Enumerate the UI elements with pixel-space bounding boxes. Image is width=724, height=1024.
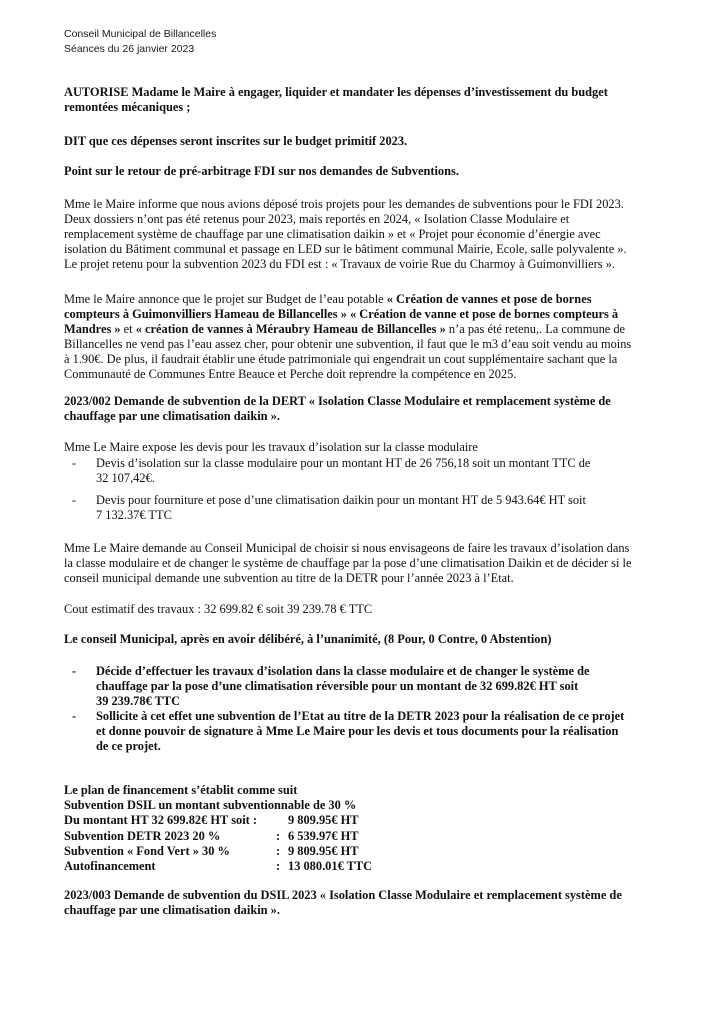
water-line-2: compteurs à Guimonvilliers Hameau de Billancelles » « Création de vanne et pose de bornes compteurs à xyxy=(64,307,619,321)
sec-002-paragraph xyxy=(64,541,664,586)
water-project-1: « Création de vannes et pose de bornes xyxy=(386,292,592,306)
fdi-line-1: Mme le Maire informe que nous avions déposé trois projets pour les demandes de subventions pour le FDI 2023. xyxy=(64,197,624,211)
fdi-line-4: isolation du Bâtiment communal et passage en LED sur le bâtiment communal Mairie, Ecole, salle polyvalente ». xyxy=(64,242,627,256)
devis-list xyxy=(64,456,664,523)
water-line-3 xyxy=(64,322,664,337)
fdi-line-5: Le projet retenu pour la subvention 2023 du FDI est : « Travaux de voirie Rue du Charmoy à Guimonvilliers ». xyxy=(64,257,615,271)
financement-amount: 6 539.97€ HT xyxy=(288,828,359,843)
devis-1-line-1: - Devis d’isolation sur la classe modulaire pour un montant HT de 26 756,18 soit un montant TTC de xyxy=(96,456,591,470)
water-line-3-text: n’a pas été retenu,. La commune de xyxy=(445,322,626,336)
header-council: Conseil Municipal de Billancelles xyxy=(64,28,217,40)
financement-sep xyxy=(276,813,288,828)
financement-sep: : xyxy=(276,828,281,843)
sec-002-para-line-1: Mme Le Maire demande au Conseil Municipal de choisir si nous envisageons de faire les travaux d’isolation dans xyxy=(64,541,630,555)
cout-estimatif-text: Cout estimatif des travaux : 32 699.82 € soit 39 239.78 € TTC xyxy=(64,602,373,616)
water-line-1-text: Mme le Maire annonce que le projet sur Budget de l’eau potable xyxy=(64,292,387,306)
list-item xyxy=(64,709,664,754)
fdi-paragraph xyxy=(64,197,664,272)
sec-002-title-line-1: 2023/002 Demande de subvention de la DERT « Isolation Classe Modulaire et remplacement système de xyxy=(64,394,611,408)
decisions-list xyxy=(64,664,664,754)
list-item xyxy=(64,493,664,523)
financement-sep: : xyxy=(276,843,281,858)
financement-label: Subvention « Fond Vert » 30 % xyxy=(64,843,230,858)
list-item xyxy=(64,456,664,486)
vote-result-text: Le conseil Municipal, après en avoir délibéré, à l’unanimité, (8 Pour, 0 Contre, 0 Abstention) xyxy=(64,632,552,646)
sec-002-para-line-2: la classe modulaire et de changer le système de chauffage par la pose d’une climatisation Daikin et de décider si le xyxy=(64,556,632,570)
decision-1-line-1: - Décide d’effectuer les travaux d’isolation dans la classe modulaire et de changer le système de xyxy=(96,664,590,678)
financement-row xyxy=(64,813,664,828)
water-project-2-end: Mandres » xyxy=(64,322,124,336)
water-line-5: à 1.90€. De plus, il faudrait établir une étude patrimoniale qui engendrait un cout supplémentaire sachant que la xyxy=(64,352,618,366)
decision-2-line-2: et donne pouvoir de signature à Mme Le Maire pour les devis et tous documents pour la réalisation xyxy=(96,724,619,738)
dit-paragraph xyxy=(64,134,664,149)
sec-002-title xyxy=(64,394,664,424)
devis-1-line-2: 32 107,42€. xyxy=(96,471,155,485)
cout-estimatif xyxy=(64,602,664,617)
water-line-1 xyxy=(64,292,664,307)
water-line-4: Billancelles ne vend pas l’eau assez cher, pour obtenir une subvention, il faut que le m3 d’eau soit vendu au moins xyxy=(64,337,632,351)
financement-amount: 13 080.01€ TTC xyxy=(288,859,373,874)
financement-row xyxy=(64,844,664,859)
financement-amount: 9 809.95€ HT xyxy=(288,843,359,858)
fdi-line-2: Deux dossiers n’ont pas été retenus pour 2023, mais reportés en 2024, « Isolation Classe Modulaire et xyxy=(64,212,570,226)
financement-label: Du montant HT 32 699.82€ HT soit : xyxy=(64,813,257,828)
sec-002-intro xyxy=(64,440,664,455)
water-line-3-and: et xyxy=(123,322,136,336)
autorise-paragraph xyxy=(64,85,664,115)
decision-1-line-3: 39 239.78€ TTC xyxy=(96,694,181,708)
dit-line: DIT que ces dépenses seront inscrites sur le budget primitif 2023. xyxy=(64,134,408,148)
fdi-line-3: remplacement système de chauffage par une climatisation daikin » et « Projet pour économie d’énergie avec xyxy=(64,227,601,241)
financement-sep: : xyxy=(276,859,281,874)
financement-line-2: Subvention DSIL un montant subventionnable de 30 % xyxy=(64,798,357,813)
financement-label: Subvention DETR 2023 20 % xyxy=(64,828,221,843)
financement-row xyxy=(64,829,664,844)
devis-2-line-2: 7 132.37€ TTC xyxy=(96,508,172,522)
sec-002-para-line-3: conseil municipal demande une subvention au titre de la DETR pour l’année 2023 à l’Etat. xyxy=(64,571,514,585)
list-item xyxy=(64,664,664,709)
decision-2-line-1: - Sollicite à cet effet une subvention de l’Etat au titre de la DETR 2023 pour la réalisation de ce projet xyxy=(96,709,625,723)
financement-amount: 9 809.95€ HT xyxy=(288,813,359,828)
financement-row xyxy=(64,859,664,874)
water-line-6: Communauté de Communes Entre Beauce et Perche doit reprendre la compétence en 2025. xyxy=(64,367,517,381)
sec-003-title-line-2: chauffage par une climatisation daikin ». xyxy=(64,903,280,917)
sec-003-title-line-1: 2023/003 Demande de subvention du DSIL 2023 « Isolation Classe Modulaire et remplacement système de xyxy=(64,888,622,902)
decision-1-line-2: chauffage par la pose d’une climatisation réversible pour un montant de 32 699.82€ HT soit xyxy=(96,679,579,693)
autorise-line-1: AUTORISE Madame le Maire à engager, liquider et mandater les dépenses d’investissement du budget xyxy=(64,85,608,99)
document-header xyxy=(64,27,216,57)
devis-2-line-1: - Devis pour fourniture et pose d’une climatisation daikin pour un montant HT de 5 943.64€ HT soit xyxy=(96,493,586,507)
water-project-3: « création de vannes à Méraubry Hameau de Billancelles » xyxy=(135,322,446,336)
sec-002-title-line-2: chauffage par une climatisation daikin ». xyxy=(64,409,280,423)
water-budget-paragraph xyxy=(64,292,664,382)
financement-line-1: Le plan de financement s’établit comme suit xyxy=(64,783,298,797)
sec-002-intro-text: Mme Le Maire expose les devis pour les travaux d’isolation sur la classe modulaire xyxy=(64,440,478,454)
vote-result xyxy=(64,632,664,647)
autorise-line-2: remontées mécaniques ; xyxy=(64,100,191,114)
decision-2-line-3: de ce projet. xyxy=(96,739,161,753)
financement-plan xyxy=(64,783,664,874)
point-fdi-title xyxy=(64,164,664,179)
financement-label: Autofinancement xyxy=(64,859,156,874)
header-session-date: Séances du 26 janvier 2023 xyxy=(64,43,195,55)
sec-003-title xyxy=(64,888,664,918)
point-fdi-title-text: Point sur le retour de pré-arbitrage FDI sur nos demandes de Subventions. xyxy=(64,164,459,178)
